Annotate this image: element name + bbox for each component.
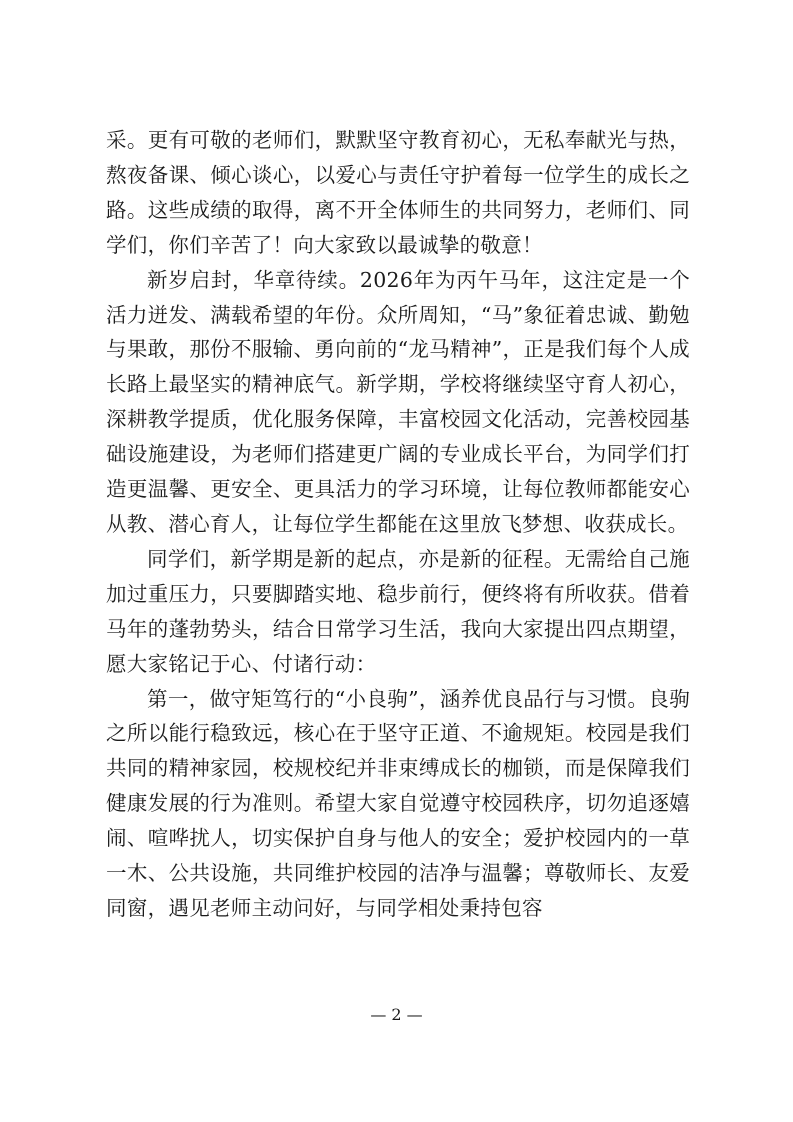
page-number: — 2 — <box>370 1005 423 1024</box>
paragraph-new-semester: 同学们，新学期是新的起点，亦是新的征程。无需给自己施加过重压力，只要脚踏实地、稳步前行，便终将有所收获。借着马年的蓬勃势头，结合日常学习生活，我向大家提出四点期望，愿大家铭记于心、付诸行动： <box>106 546 690 676</box>
paragraph-continuation: 采。更有可敬的老师们，默默坚守教育初心，无私奉献光与热，熬夜备课、倾心谈心，以爱心与责任守护着每一位学生的成长之路。这些成绩的取得，离不开全体师生的共同努力，老师们、同学们，你们辛苦了！向大家致以最诚挚的敬意！ <box>106 128 690 257</box>
paragraph-new-year: 新岁启封，华章待续。2026年为丙午马年，这注定是一个活力迸发、满载希望的年份。众所周知，“马”象征着忠诚、勤勉与果敢，那份不服输、勇向前的“龙马精神”，正是我们每个人成长路上最坚实的精神底气。新学期，学校将继续坚守育人初心，深耕教学提质，优化服务保障，丰富校园文化活动，完善校园基础设施建设，为老师们搭建更广阔的专业成长平台，为同学们打造更温馨、更安全、更具活力的学习环境，让每位教师都能安心从教、潜心育人，让每位学生都能在这里放飞梦想、收获成长。 <box>106 267 690 536</box>
paragraph-first-expectation: 第一，做守矩笃行的“小良驹”，涵养优良品行与习惯。良驹之所以能行稳致远，核心在于坚守正道、不逾规矩。校园是我们共同的精神家园，校规校纪并非束缚成长的枷锁，而是保障我们健康发展的行为准则。希望大家自觉遵守校园秩序，切勿追逐嬉闹、喧哗扰人，切实保护自身与他人的安全；爱护校园内的一草一木、公共设施，共同维护校园的洁净与温馨；尊敬师长、友爱同窗，遇见老师主动问好，与同学相处秉持包容 <box>106 686 690 920</box>
body-text <box>106 123 690 926</box>
